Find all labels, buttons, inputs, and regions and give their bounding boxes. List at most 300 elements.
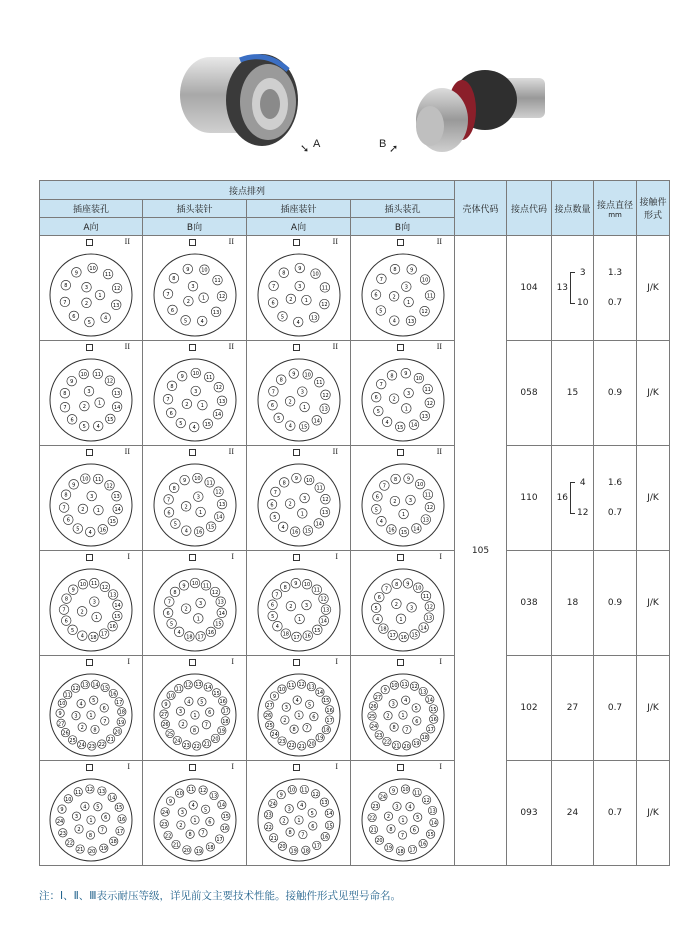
svg-text:12: 12 xyxy=(101,584,109,591)
contact-dia-value: 1.3 0.7 xyxy=(594,236,637,341)
pin-cell xyxy=(143,551,247,656)
svg-text:7: 7 xyxy=(271,389,275,396)
svg-text:10: 10 xyxy=(421,277,428,284)
svg-text:3: 3 xyxy=(180,810,184,817)
svg-text:21: 21 xyxy=(203,741,210,748)
table-row xyxy=(40,551,670,656)
svg-text:2: 2 xyxy=(392,294,396,301)
svg-text:5: 5 xyxy=(374,605,378,612)
pin-cell xyxy=(40,656,143,761)
svg-text:20: 20 xyxy=(114,729,121,736)
svg-text:4: 4 xyxy=(191,803,195,810)
svg-text:5: 5 xyxy=(280,314,284,321)
svg-text:23: 23 xyxy=(371,803,379,810)
svg-text:2: 2 xyxy=(386,814,390,821)
svg-text:24: 24 xyxy=(56,819,64,826)
contact-dia-value: 0.7 xyxy=(594,656,637,761)
voltage-class: I xyxy=(127,657,130,666)
svg-text:11: 11 xyxy=(205,375,212,381)
svg-text:4: 4 xyxy=(192,425,196,431)
svg-text:10: 10 xyxy=(390,683,398,690)
svg-text:3: 3 xyxy=(198,601,202,607)
svg-text:13: 13 xyxy=(419,689,426,696)
pin-layout-diagram xyxy=(44,770,138,864)
svg-text:18: 18 xyxy=(396,848,404,855)
header-contact-dia: 接点直径 mm xyxy=(594,181,637,236)
svg-text:16: 16 xyxy=(304,633,311,640)
voltage-class: I xyxy=(127,552,130,561)
svg-text:14: 14 xyxy=(114,507,121,513)
svg-text:19: 19 xyxy=(316,735,323,742)
svg-text:18: 18 xyxy=(185,634,193,641)
svg-text:2: 2 xyxy=(281,818,286,825)
pin-layout-diagram xyxy=(44,560,138,654)
svg-text:2: 2 xyxy=(288,399,292,406)
svg-text:9: 9 xyxy=(383,687,387,694)
svg-text:13: 13 xyxy=(321,510,328,517)
svg-text:10: 10 xyxy=(89,266,96,272)
svg-text:2: 2 xyxy=(84,300,89,307)
contact-arrangement-table xyxy=(39,180,670,866)
svg-text:12: 12 xyxy=(86,787,94,793)
svg-text:5: 5 xyxy=(92,698,96,705)
svg-text:13: 13 xyxy=(217,599,224,606)
svg-text:6: 6 xyxy=(414,718,418,725)
svg-text:8: 8 xyxy=(188,832,192,839)
key-square-icon xyxy=(397,449,404,456)
svg-text:18: 18 xyxy=(118,709,125,716)
svg-text:12: 12 xyxy=(321,497,329,504)
pin-cell xyxy=(143,761,247,866)
svg-text:8: 8 xyxy=(292,727,296,734)
svg-text:7: 7 xyxy=(304,725,309,732)
svg-text:12: 12 xyxy=(72,686,79,693)
svg-text:10: 10 xyxy=(191,581,198,587)
svg-text:22: 22 xyxy=(66,840,73,847)
key-square-icon xyxy=(86,239,93,246)
svg-text:20: 20 xyxy=(88,849,96,855)
svg-text:18: 18 xyxy=(322,727,329,734)
svg-text:10: 10 xyxy=(401,787,409,794)
svg-text:15: 15 xyxy=(212,690,220,697)
svg-text:5: 5 xyxy=(178,421,182,427)
svg-text:10: 10 xyxy=(278,687,285,694)
svg-text:17: 17 xyxy=(196,634,204,641)
svg-text:2: 2 xyxy=(288,501,292,508)
svg-text:2: 2 xyxy=(282,718,286,724)
svg-text:9: 9 xyxy=(60,807,64,814)
svg-text:22: 22 xyxy=(265,824,272,831)
svg-text:1: 1 xyxy=(400,713,405,719)
svg-text:12: 12 xyxy=(426,604,433,611)
svg-text:8: 8 xyxy=(63,391,67,398)
svg-text:7: 7 xyxy=(63,299,67,306)
key-square-icon xyxy=(86,764,93,771)
svg-text:16: 16 xyxy=(325,707,333,714)
key-square-icon xyxy=(189,554,196,561)
svg-text:18: 18 xyxy=(206,844,214,851)
contact-qty-value: 18 xyxy=(552,551,594,656)
svg-text:14: 14 xyxy=(316,690,323,697)
svg-text:7: 7 xyxy=(379,276,383,283)
svg-text:11: 11 xyxy=(300,787,307,794)
svg-text:10: 10 xyxy=(303,582,310,589)
svg-text:14: 14 xyxy=(325,811,332,818)
svg-text:4: 4 xyxy=(281,524,285,531)
svg-text:9: 9 xyxy=(168,799,172,805)
voltage-class: II xyxy=(436,237,443,246)
contact-form-value: J/K xyxy=(637,341,670,446)
voltage-class: I xyxy=(231,762,234,771)
shell-code-value: 105 xyxy=(455,236,507,866)
svg-text:15: 15 xyxy=(411,632,418,639)
connector-photo-b xyxy=(400,60,550,160)
svg-text:11: 11 xyxy=(422,593,429,600)
direction-b-label: B xyxy=(379,138,387,150)
svg-text:12: 12 xyxy=(410,684,418,691)
svg-text:10: 10 xyxy=(65,796,72,803)
key-square-icon xyxy=(293,764,300,771)
svg-text:8: 8 xyxy=(93,727,97,734)
svg-text:14: 14 xyxy=(419,625,427,632)
key-square-icon xyxy=(86,449,93,456)
svg-text:3: 3 xyxy=(90,494,94,500)
svg-text:10: 10 xyxy=(414,585,421,592)
svg-text:4: 4 xyxy=(275,624,279,631)
voltage-class: I xyxy=(231,552,234,561)
svg-text:16: 16 xyxy=(109,624,116,631)
svg-text:16: 16 xyxy=(430,717,437,724)
svg-text:13: 13 xyxy=(425,615,432,622)
svg-text:14: 14 xyxy=(315,521,322,528)
svg-text:9: 9 xyxy=(163,702,168,709)
contact-qty-value: 16 4 12 xyxy=(552,446,594,551)
svg-text:22: 22 xyxy=(98,742,105,749)
table-row xyxy=(40,656,670,761)
svg-text:5: 5 xyxy=(203,807,207,814)
svg-text:4: 4 xyxy=(375,617,379,623)
svg-text:24: 24 xyxy=(161,809,168,816)
svg-text:24: 24 xyxy=(270,732,278,739)
svg-text:18: 18 xyxy=(221,718,229,725)
svg-text:9: 9 xyxy=(297,266,301,272)
svg-text:11: 11 xyxy=(424,387,431,393)
pin-layout-diagram xyxy=(148,770,242,864)
svg-text:20: 20 xyxy=(278,844,286,851)
svg-text:2: 2 xyxy=(180,722,185,728)
pin-layout-diagram xyxy=(44,665,138,759)
svg-text:1: 1 xyxy=(296,713,301,719)
svg-text:1: 1 xyxy=(400,818,405,824)
header-contact-code: 接点代码 xyxy=(507,181,552,236)
svg-text:9: 9 xyxy=(182,478,186,485)
svg-text:9: 9 xyxy=(180,374,184,381)
svg-text:19: 19 xyxy=(100,846,107,853)
svg-text:10: 10 xyxy=(200,267,208,274)
pin-cell xyxy=(40,236,143,341)
svg-text:5: 5 xyxy=(374,507,378,514)
svg-text:16: 16 xyxy=(387,527,395,534)
pin-layout-diagram xyxy=(356,245,450,339)
svg-text:11: 11 xyxy=(313,587,320,594)
svg-text:6: 6 xyxy=(270,403,274,410)
svg-text:23: 23 xyxy=(278,739,285,745)
voltage-class: I xyxy=(127,762,130,771)
svg-text:2: 2 xyxy=(394,601,398,608)
svg-text:14: 14 xyxy=(412,526,420,533)
svg-text:11: 11 xyxy=(187,787,194,794)
svg-text:8: 8 xyxy=(279,377,283,384)
svg-text:24: 24 xyxy=(269,801,276,808)
svg-text:13: 13 xyxy=(113,302,120,309)
voltage-class: II xyxy=(436,342,443,351)
pin-layout-diagram xyxy=(148,560,242,654)
svg-text:4: 4 xyxy=(295,698,299,705)
svg-text:11: 11 xyxy=(91,581,98,588)
svg-text:6: 6 xyxy=(102,705,106,712)
pin-layout-diagram xyxy=(356,665,450,759)
svg-text:4: 4 xyxy=(88,530,92,536)
svg-text:19: 19 xyxy=(290,848,297,855)
connector-photo-a xyxy=(170,40,310,160)
svg-text:11: 11 xyxy=(94,371,101,378)
pin-cell xyxy=(143,341,247,446)
contact-code-value: 102 xyxy=(507,656,552,761)
footnote: 注：Ⅰ、Ⅱ、Ⅲ表示耐压等级，详见前文主要技术性能。接触件形式见型号命名。 xyxy=(39,890,402,902)
svg-text:13: 13 xyxy=(212,309,219,316)
contact-code-value: 058 xyxy=(507,341,552,446)
svg-text:2: 2 xyxy=(178,823,182,829)
key-square-icon xyxy=(189,764,196,771)
svg-text:15: 15 xyxy=(207,524,214,531)
svg-text:22: 22 xyxy=(164,833,171,840)
svg-text:13: 13 xyxy=(322,607,329,614)
svg-text:1: 1 xyxy=(200,403,204,410)
svg-text:17: 17 xyxy=(116,828,124,835)
svg-text:6: 6 xyxy=(64,618,68,625)
svg-text:6: 6 xyxy=(374,395,378,402)
svg-text:9: 9 xyxy=(279,792,283,799)
svg-text:9: 9 xyxy=(293,581,297,588)
svg-text:15: 15 xyxy=(101,685,109,692)
pin-cell xyxy=(351,341,455,446)
svg-text:1: 1 xyxy=(192,713,197,719)
pin-layout-diagram xyxy=(356,770,450,864)
svg-text:2: 2 xyxy=(82,404,86,411)
svg-text:4: 4 xyxy=(407,804,412,811)
svg-text:10: 10 xyxy=(192,371,199,377)
svg-text:11: 11 xyxy=(205,480,213,487)
svg-text:16: 16 xyxy=(221,826,228,833)
svg-text:23: 23 xyxy=(264,812,272,819)
svg-text:9: 9 xyxy=(72,482,76,489)
svg-text:1: 1 xyxy=(198,510,202,516)
svg-text:21: 21 xyxy=(269,835,277,842)
header-contact-form: 接触件形式 xyxy=(637,181,670,236)
svg-text:3: 3 xyxy=(87,389,91,396)
pin-layout-diagram xyxy=(356,560,450,654)
svg-text:13: 13 xyxy=(113,494,120,501)
svg-text:14: 14 xyxy=(218,802,225,809)
svg-text:14: 14 xyxy=(410,422,417,429)
svg-text:15: 15 xyxy=(222,814,229,821)
key-square-icon xyxy=(397,659,404,666)
svg-text:5: 5 xyxy=(199,699,203,706)
svg-text:7: 7 xyxy=(384,586,388,593)
voltage-class: II xyxy=(228,447,234,456)
svg-text:8: 8 xyxy=(172,589,177,596)
svg-text:6: 6 xyxy=(72,313,76,320)
contact-form-value: J/K xyxy=(637,236,670,341)
key-square-icon xyxy=(293,659,300,666)
svg-text:5: 5 xyxy=(87,320,91,326)
svg-text:5: 5 xyxy=(76,526,80,533)
svg-text:2: 2 xyxy=(81,506,85,513)
svg-text:15: 15 xyxy=(396,424,403,431)
svg-text:18: 18 xyxy=(379,626,387,633)
svg-text:13: 13 xyxy=(422,517,429,524)
svg-text:15: 15 xyxy=(313,627,320,634)
pin-layout-diagram xyxy=(252,770,346,864)
svg-text:19: 19 xyxy=(385,845,392,852)
svg-text:1: 1 xyxy=(302,405,306,411)
svg-text:1: 1 xyxy=(196,616,200,623)
svg-text:13: 13 xyxy=(320,406,328,413)
pin-cell xyxy=(247,761,351,866)
svg-text:13: 13 xyxy=(210,793,217,800)
svg-text:9: 9 xyxy=(71,587,75,594)
svg-text:10: 10 xyxy=(415,376,422,383)
voltage-class: II xyxy=(228,237,234,246)
svg-text:2: 2 xyxy=(392,396,396,403)
svg-text:15: 15 xyxy=(300,424,307,431)
contact-code-value: 038 xyxy=(507,551,552,656)
arrow-a-icon: ➘ xyxy=(300,143,310,155)
header-col3: 插座装针 xyxy=(247,200,351,218)
svg-text:19: 19 xyxy=(195,848,202,855)
table-row xyxy=(40,341,670,446)
svg-text:11: 11 xyxy=(287,683,294,689)
voltage-class: I xyxy=(231,657,234,666)
pin-layout-diagram xyxy=(44,245,138,339)
svg-text:9: 9 xyxy=(391,788,395,795)
svg-text:11: 11 xyxy=(75,789,82,796)
svg-text:2: 2 xyxy=(80,725,84,732)
svg-text:12: 12 xyxy=(113,286,121,293)
svg-text:5: 5 xyxy=(96,804,100,811)
svg-text:3: 3 xyxy=(284,705,288,712)
svg-text:17: 17 xyxy=(292,634,300,641)
svg-text:15: 15 xyxy=(322,698,329,705)
key-square-icon xyxy=(397,239,404,246)
svg-text:8: 8 xyxy=(281,270,285,277)
svg-text:7: 7 xyxy=(300,832,304,839)
direction-a-label: A xyxy=(313,138,321,150)
svg-text:7: 7 xyxy=(379,382,383,389)
svg-text:11: 11 xyxy=(321,285,328,292)
svg-text:22: 22 xyxy=(383,739,390,746)
svg-text:22: 22 xyxy=(368,815,375,822)
svg-text:3: 3 xyxy=(394,804,399,811)
svg-text:25: 25 xyxy=(166,731,173,738)
key-square-icon xyxy=(189,239,196,246)
svg-text:9: 9 xyxy=(70,379,74,386)
svg-text:5: 5 xyxy=(276,415,280,422)
svg-text:18: 18 xyxy=(110,839,117,846)
key-square-icon xyxy=(189,344,196,351)
voltage-class: II xyxy=(436,447,443,456)
pin-layout-diagram xyxy=(356,350,450,444)
svg-text:11: 11 xyxy=(104,272,112,279)
svg-text:6: 6 xyxy=(66,517,70,524)
svg-text:4: 4 xyxy=(80,633,84,640)
svg-text:16: 16 xyxy=(219,699,226,705)
pin-layout-diagram xyxy=(356,455,450,549)
svg-text:9: 9 xyxy=(405,581,409,588)
svg-text:8: 8 xyxy=(283,584,287,591)
voltage-class: II xyxy=(124,237,130,246)
svg-text:1: 1 xyxy=(89,818,93,824)
svg-text:1: 1 xyxy=(98,293,102,299)
key-square-icon xyxy=(86,659,93,666)
svg-text:9: 9 xyxy=(409,267,413,274)
table-row xyxy=(40,446,670,551)
svg-text:16: 16 xyxy=(291,529,298,536)
contact-dia-value: 0.7 xyxy=(594,761,637,866)
svg-text:23: 23 xyxy=(88,744,95,750)
svg-text:25: 25 xyxy=(69,737,76,744)
svg-text:3: 3 xyxy=(300,389,304,396)
voltage-class: I xyxy=(335,657,338,666)
svg-text:14: 14 xyxy=(426,697,433,704)
svg-text:6: 6 xyxy=(270,602,274,609)
svg-text:13: 13 xyxy=(407,318,414,325)
svg-text:7: 7 xyxy=(62,607,66,614)
svg-text:7: 7 xyxy=(166,497,170,504)
svg-text:6: 6 xyxy=(166,610,170,617)
svg-text:24: 24 xyxy=(370,724,377,730)
svg-text:14: 14 xyxy=(218,610,225,617)
pin-layout-diagram xyxy=(148,665,242,759)
svg-text:11: 11 xyxy=(413,790,420,797)
svg-text:23: 23 xyxy=(59,830,66,837)
svg-text:3: 3 xyxy=(302,496,306,502)
pin-cell xyxy=(247,446,351,551)
svg-text:19: 19 xyxy=(412,741,420,747)
svg-text:4: 4 xyxy=(177,629,181,636)
svg-text:26: 26 xyxy=(264,713,271,720)
svg-text:11: 11 xyxy=(175,686,182,693)
svg-text:4: 4 xyxy=(379,519,383,526)
svg-text:12: 12 xyxy=(184,682,191,689)
pin-layout-diagram xyxy=(252,350,346,444)
svg-text:14: 14 xyxy=(320,618,327,625)
svg-text:10: 10 xyxy=(82,476,89,483)
svg-text:17: 17 xyxy=(222,708,229,715)
svg-text:3: 3 xyxy=(74,713,78,720)
svg-text:7: 7 xyxy=(204,722,208,729)
svg-text:6: 6 xyxy=(373,292,378,299)
svg-text:21: 21 xyxy=(392,743,400,750)
table-row xyxy=(40,761,670,866)
svg-text:3: 3 xyxy=(190,284,195,291)
svg-text:4: 4 xyxy=(104,315,108,322)
svg-text:2: 2 xyxy=(77,827,81,833)
svg-text:15: 15 xyxy=(107,416,114,423)
svg-text:14: 14 xyxy=(109,795,116,802)
header-contact-arrangement: 接点排列 xyxy=(40,181,455,200)
svg-text:6: 6 xyxy=(271,300,275,307)
